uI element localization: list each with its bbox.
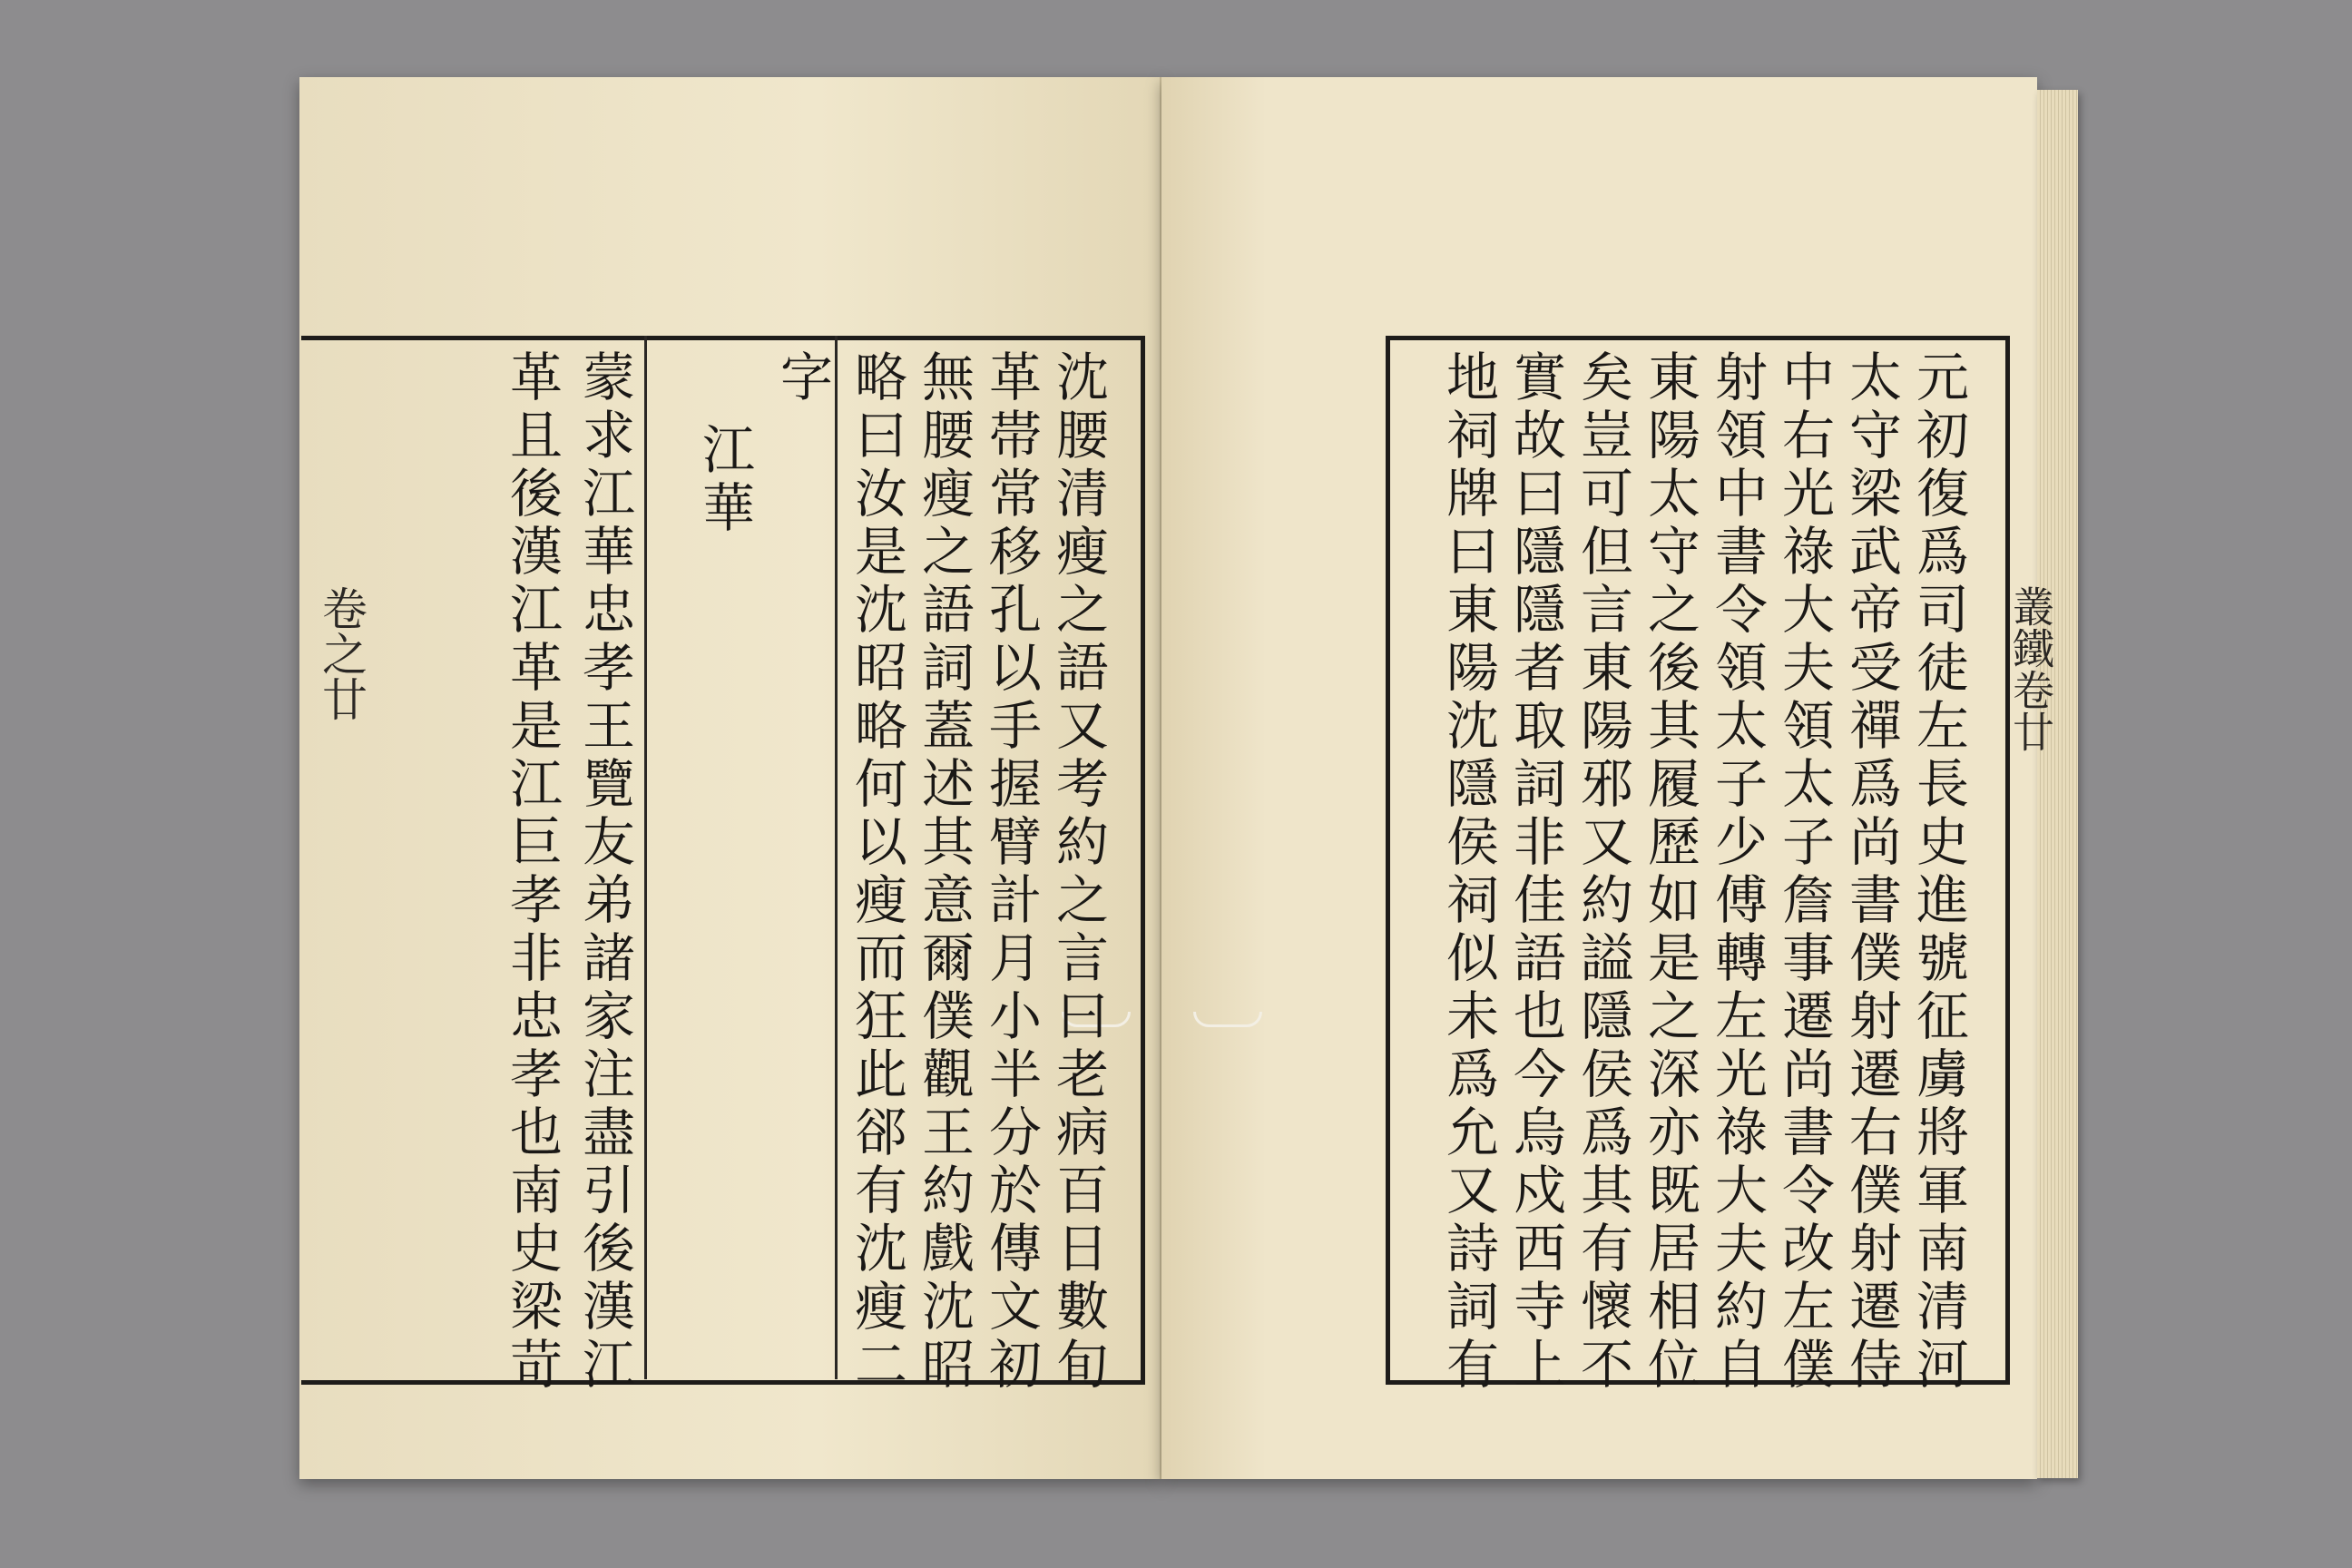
running-head: 卷之廿 <box>315 585 368 721</box>
text-column: 蒙求江華忠孝王覽友弟諸家注盡引後漢江 <box>573 349 635 1395</box>
binding-thread <box>1193 1012 1262 1027</box>
text-column: 無腰瘦之語詞蓋述其意爾僕觀王約戲沈昭 <box>913 349 975 1395</box>
page-edges <box>2037 90 2078 1478</box>
text-column: 字 <box>771 349 833 407</box>
text-column: 革帯常移孔以手握臂計月小半分於傳文初 <box>980 349 1042 1395</box>
text-column: 地祠牌曰東陽沈隱侯祠似未爲允又詩詞有 <box>1437 349 1499 1395</box>
text-column: 革且後漢江革是江巨孝非忠孝也南史梁苛 <box>501 349 563 1395</box>
text-column: 射領中書令領太子少傅轉左光祿大夫約自 <box>1706 349 1768 1395</box>
text-column: 中右光祿大夫領太子詹事遷尚書令改左僕 <box>1773 349 1835 1395</box>
text-column: 沈腰清瘦之語又考約之言曰老病百日數旬 <box>1047 349 1109 1395</box>
text-column: 太守梁武帝受禪爲尚書僕射遷右僕射遷侍 <box>1840 349 1902 1395</box>
column-rule <box>644 336 647 1379</box>
text-column: 東陽太守之後其履歷如是之深亦既居相位 <box>1639 349 1700 1395</box>
text-column: 元初復爲司徒左長史進號征虜將軍南清河 <box>1907 349 1969 1395</box>
running-head: 叢鐵卷廿 <box>2006 585 2055 752</box>
text-column: 矣豈可但言東陽邪又約謚隱侯爲其有懷不 <box>1572 349 1633 1395</box>
open-book <box>272 77 2082 1493</box>
column-rule <box>835 336 838 1379</box>
section-heading: 江華 <box>693 422 755 538</box>
text-column: 略曰汝是沈昭略何以瘦而狂此郤有沈瘦二 <box>846 349 907 1395</box>
text-column: 實故曰隱隱者取詞非佳語也今烏戍西寺上 <box>1504 349 1566 1395</box>
